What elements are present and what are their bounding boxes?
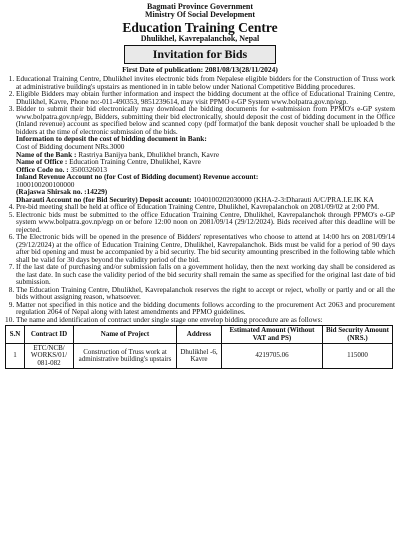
notice-item: 10. The name and identification of contract under single stage one envelop bidding procedure are as follows: [16, 316, 395, 324]
notice-item: 7. If the last date of purchasing and/or submission falls on a government holiday, then the next working day shall be considered as the last date. In such case the validity period of the bid security shall remain the same as specified for the original last date of bid submission. [16, 263, 395, 286]
column-header: S.N [6, 326, 25, 344]
province-name: Bagmati Province Government [146, 2, 254, 11]
notice-item: 8. The Education Training Centre, Dhulikhel, Kavrepalanchok reserves the right to accept or reject, wholly or partly and or all the bids without assigning reason, whatsoever. [16, 286, 395, 301]
table-cell: 4219705.06 [222, 344, 323, 369]
notice-item: 1. Educational Training Centre, Dhulikhel invites electronic bids from Nepalese eligible bidders for the Construction of Truss work at administrative building's upstairs as mentioned in in table below under National Competitive Bidding procedures. [16, 75, 395, 90]
notice-item: 6. The Electronic bids will be opened in the presence of Bidders' representatives who choose to attend at 14:00 hrs on 2081/09/14 (29/12/2024) at the office of Education Training Centre, Dhulikhel, Kavrepalanchok. Bids must be valid for a period of 90 days after bid opening and must be accompanied by a bid security. The bid security amounting prescribed in the following table which shall be valid for 30 days beyond the validity period of the bid. [16, 233, 395, 263]
organization-title: Education Training Centre [122, 19, 278, 35]
table-header-row [6, 326, 393, 344]
column-header: Bid Security Amount (NRS.) [323, 326, 393, 344]
notice-items-a [5, 75, 395, 135]
ministry-name: Ministry Of Social Development [145, 10, 255, 20]
dharauti-account-value: 1040100202030000 (KHA-2-3:Dharauti A/C/PRA.I.E.IK KA [193, 194, 374, 204]
notice-item: 2. Eligible Bidders may obtain further information and inspect the bidding document at the office of Educational Training Centre, Dhulikhel, Kavre, Phone no:-011-490353, 9851239614, may visit PPMO e-GP System www.bolpatra.gov.np/egp. [16, 90, 395, 105]
bank-value: Rastriya Banijya bank, Dhulikhel branch, Kavre [78, 149, 220, 159]
invitation-banner: Invitation for Bids [124, 45, 276, 64]
office-code-label: Office Code no. : [16, 164, 69, 174]
organization-location: Dhulikhel, Kavrepalanchok, Nepal [140, 33, 260, 43]
table-cell: Construction of Truss work at administrative building's upstairs [74, 344, 177, 369]
notice-items-b [5, 203, 395, 323]
table-row [6, 344, 393, 369]
office-code-value: 3500326013 [70, 164, 108, 174]
office-label: Name of Office : [16, 157, 68, 167]
document-cost: Cost of Bidding document NRs.3000 [16, 141, 125, 151]
table-cell: Dhulikhel -6, Kavre [177, 344, 222, 369]
table-cell: 1 [6, 344, 25, 369]
deposit-heading: Information to deposit the cost of bidding document in Bank: [16, 134, 207, 144]
column-header: Estimated Amount (Without VAT and PS) [222, 326, 323, 344]
notice-item: 5. Electronic bids must be submitted to the office Education Training Centre, Dhulikhel, Kavrepalanchok through PPMO's e-GP system www.bolpatra.gov.np/egp on or before 12:00 noon on 2081/09/14 (29/12/2024). Bids received after this deadline will be rejected. [16, 211, 395, 234]
revenue-account-value: 1000100200100000 [16, 179, 75, 189]
bank-label: Name of the Bank : [16, 149, 77, 159]
notice-item: 9. Matter not specified in this notice and the bidding documents follows according to the procurement Act 2063 and procurement regulation 2064 of Nepal along with latest amendments and PPMO guidelines. [16, 301, 395, 316]
publication-date: First Date of publication: 2081/08/13(28/11/2024) [122, 65, 278, 75]
column-header: Name of Project [74, 326, 177, 344]
office-value: Education Training Centre, Dhulikhel, Kavre [69, 157, 201, 167]
table-cell: 115000 [323, 344, 393, 369]
dharauti-account-label: Dharauti Account no (for Bid Security) Deposit account: [16, 194, 192, 204]
notice-item: 3. Bidder to submit their bid electronically may download the bidding documents for e-submission from PPMO's e-GP system www.bolpatra.gov.np/egp, Bidders, submitting their bid electronically, should deposit the cost of bidding document in the Office (Inland revenue) account as specified below and scanned copy (pdf format)of the bank deposit voucher shall be uploaded b the bidders at the time of electronic submission of the bids. [16, 105, 395, 135]
column-header: Address [177, 326, 222, 344]
column-header: Contract ID [25, 326, 74, 344]
rajaswa-shirsak: (Rajaswa Shirsak no. :14229) [16, 187, 108, 197]
deposit-info [5, 135, 395, 203]
notice-header [5, 3, 395, 43]
notice-item: 4. Pre-bid meeting shall be held at office of Education Training Centre, Dhulikhel, Kavrepalanchok on 2081/09/02 at 2:00 PM. [16, 203, 395, 211]
table-cell: ETC/NCB/ WORKS/01/ 081-082 [25, 344, 74, 369]
contract-table [5, 325, 393, 369]
revenue-account-label: Inland Revenue Account no (for Cost of Bidding document) Revenue account: [16, 172, 259, 182]
